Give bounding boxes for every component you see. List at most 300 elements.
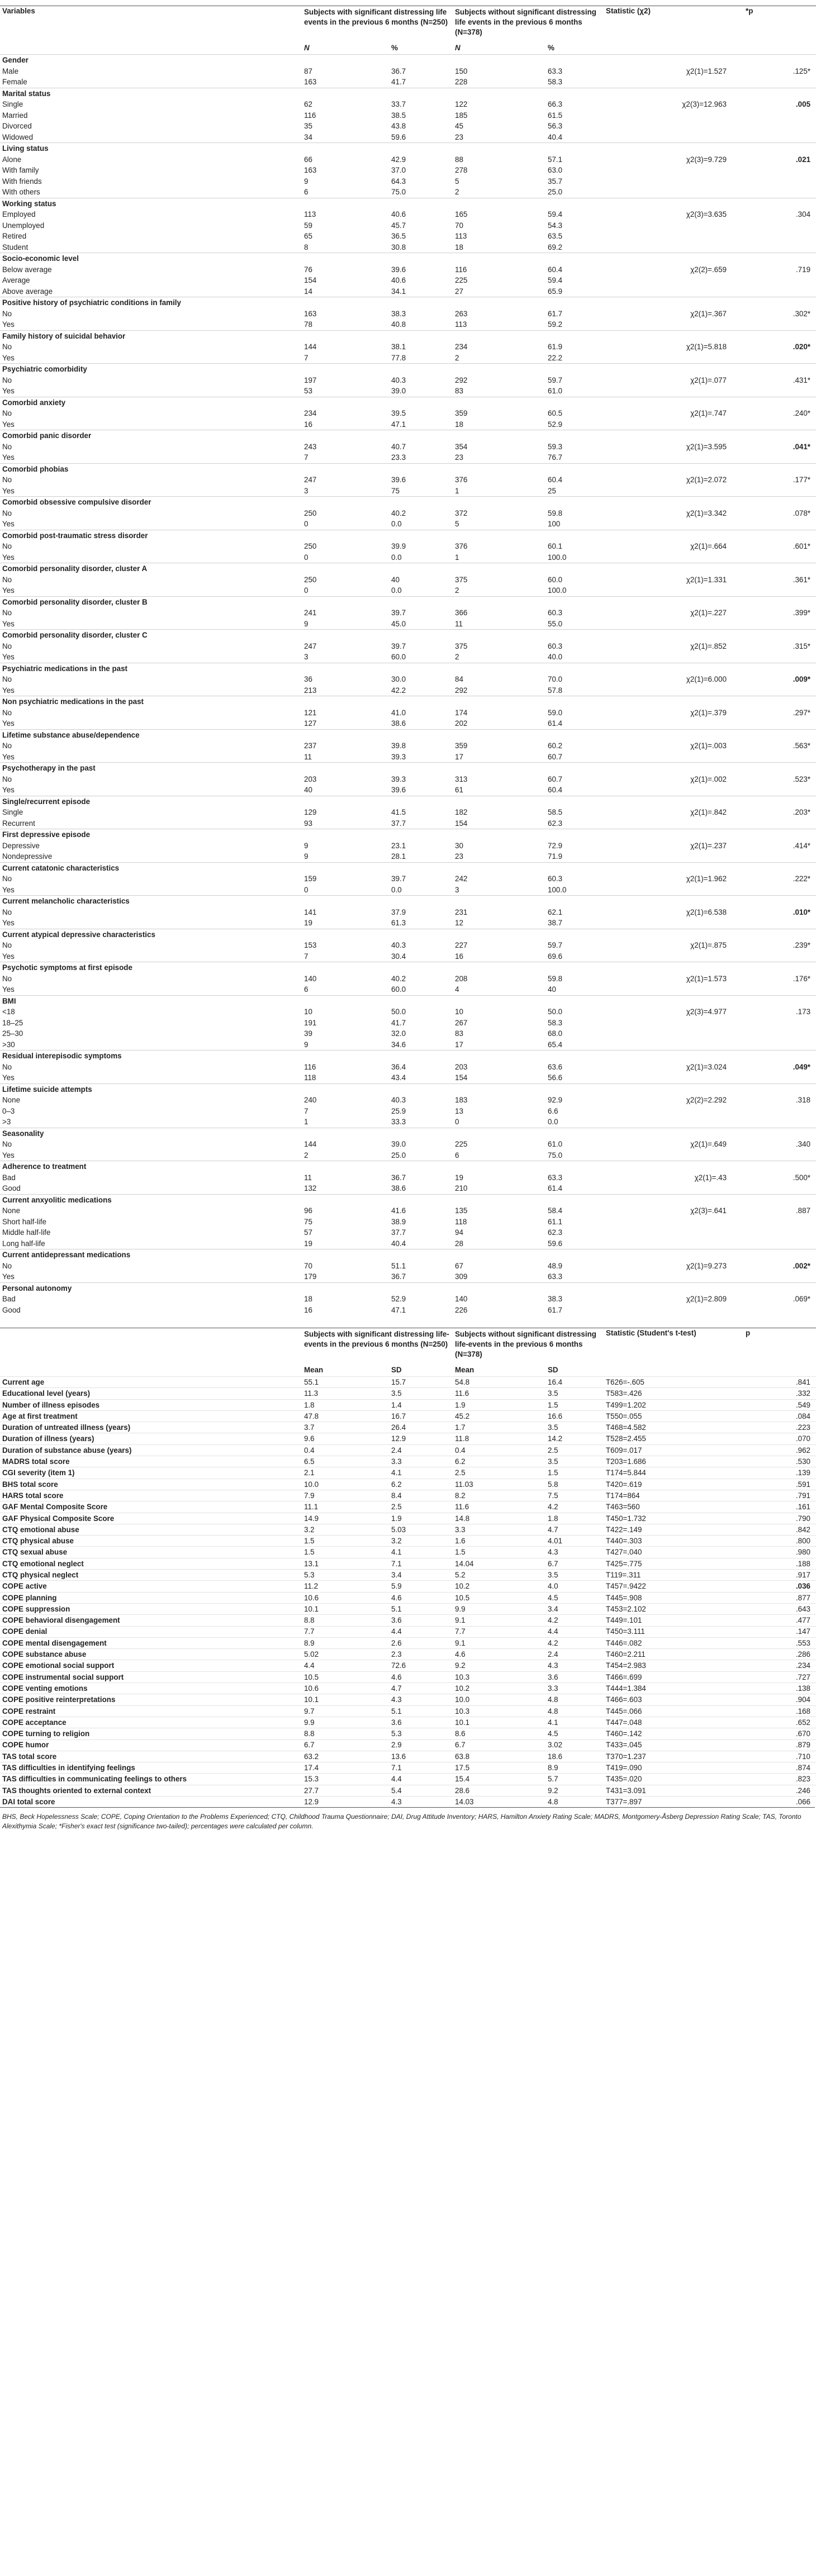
table-row	[0, 1570, 816, 1581]
pct-with: 33.7	[391, 100, 406, 109]
n-with: 16	[304, 420, 312, 429]
table-row	[0, 408, 816, 419]
table-row	[0, 1479, 816, 1490]
group-header-row	[0, 1083, 816, 1095]
row-label: No	[2, 1062, 12, 1071]
p-value	[743, 132, 816, 143]
header-variables: Variables	[2, 7, 35, 15]
pct-without: 59.0	[548, 708, 563, 717]
p-value: .188	[743, 1558, 816, 1569]
n-with: 144	[304, 1140, 317, 1149]
row-label: Yes	[2, 786, 15, 795]
sd-without: 4.3	[525, 1660, 604, 1671]
table-row	[0, 77, 816, 88]
row-label: COPE positive reinterpretations	[0, 1694, 302, 1705]
t-statistic: T583=.426	[604, 1388, 743, 1399]
pct-without: 38.3	[548, 1295, 563, 1304]
table-row	[0, 1603, 816, 1614]
pct-without: 57.1	[548, 155, 563, 164]
pct-with: 39.9	[391, 542, 406, 551]
pct-with: 41.7	[391, 1018, 406, 1027]
sd-with: 2.3	[369, 1649, 453, 1660]
pct-with: 39.7	[391, 874, 406, 883]
n-without: 113	[455, 320, 467, 329]
mean-with: 3.7	[302, 1422, 369, 1433]
group-label: Comorbid obsessive compulsive disorder	[0, 497, 816, 508]
p-value: .009*	[793, 675, 811, 684]
t-statistic: T446=.082	[604, 1637, 743, 1648]
p-value: .670	[743, 1728, 816, 1739]
chi-square-statistic: χ2(1)=.002	[690, 774, 727, 783]
t-statistic: T444=1.384	[604, 1683, 743, 1694]
table-row	[0, 951, 816, 962]
chi-square-statistic	[604, 242, 743, 253]
group-header-row	[0, 596, 816, 607]
p-value	[743, 1072, 816, 1083]
row-label: CTQ emotional abuse	[0, 1524, 302, 1535]
n-with: 234	[304, 409, 317, 418]
mean-with: 15.3	[302, 1774, 369, 1785]
chi-square-statistic: χ2(1)=.43	[694, 1173, 727, 1182]
pct-with: 45.7	[391, 221, 406, 230]
row-label: COPE turning to religion	[0, 1728, 302, 1739]
n-without: 1	[455, 486, 459, 495]
n-with: 9	[304, 852, 309, 861]
chi-square-statistic: χ2(1)=.664	[690, 542, 727, 551]
t-statistic: T450=1.732	[604, 1513, 743, 1524]
header-without-group: Subjects without significant distressing life events in the previous 6 months (N=378)	[455, 8, 596, 37]
row-label: With friends	[2, 177, 42, 186]
pct-without: 58.3	[548, 78, 563, 87]
table-row	[0, 1183, 816, 1194]
table-row	[0, 1062, 816, 1073]
pct-with: 36.7	[391, 1272, 406, 1281]
pct-without: 50.0	[548, 1007, 563, 1016]
table-row	[0, 1501, 816, 1513]
table-row	[0, 286, 816, 297]
n-with: 11	[304, 752, 312, 761]
row-label: Duration of substance abuse (years)	[0, 1444, 302, 1456]
p-value: .168	[743, 1705, 816, 1717]
table-row	[0, 1558, 816, 1569]
sd-without: 4.2	[525, 1501, 604, 1513]
group-header-row	[0, 143, 816, 154]
row-label: No	[2, 609, 12, 617]
n-with: 16	[304, 1305, 312, 1314]
row-label: No	[2, 742, 12, 750]
pct-without: 59.8	[548, 974, 563, 983]
pct-without: 35.7	[548, 177, 563, 186]
n-with: 127	[304, 719, 317, 728]
pct-without: 59.7	[548, 376, 563, 384]
t-statistic: T447=.048	[604, 1717, 743, 1728]
group-header-row	[0, 696, 816, 707]
table-row	[0, 508, 816, 519]
n-without: 10	[455, 1007, 463, 1016]
pct-without: 69.2	[548, 243, 563, 251]
group-label: Non psychiatric medications in the past	[0, 696, 816, 707]
pct-with: 40.3	[391, 376, 406, 384]
n-without: 30	[455, 841, 463, 850]
p-value: .070	[743, 1433, 816, 1444]
n-with: 59	[304, 221, 312, 230]
n-without: 208	[455, 974, 468, 983]
p-value	[743, 1238, 816, 1249]
pct-with: 39.7	[391, 609, 406, 617]
row-label: Yes	[2, 752, 15, 761]
n-with: 70	[304, 1261, 312, 1270]
header-n2: N	[455, 44, 461, 53]
pct-with: 0.0	[391, 520, 402, 529]
n-with: 19	[304, 1239, 312, 1248]
t2-header-p: p	[746, 1329, 751, 1337]
pct-with: 38.6	[391, 719, 406, 728]
pct-with: 39.8	[391, 742, 406, 750]
mean-without: 10.2	[453, 1581, 525, 1592]
n-with: 159	[304, 874, 317, 883]
chi-square-statistic	[604, 718, 743, 729]
sd-with: 3.6	[369, 1717, 453, 1728]
t-statistic: T468=4.582	[604, 1422, 743, 1433]
row-label: Yes	[2, 686, 15, 695]
mean-without: 10.3	[453, 1705, 525, 1717]
n-without: 23	[455, 132, 463, 141]
pct-without: 40	[548, 985, 556, 994]
group-header-row	[0, 763, 816, 774]
mean-with: 10.6	[302, 1683, 369, 1694]
pct-with: 40.6	[391, 210, 406, 219]
p-value	[743, 918, 816, 929]
p-value	[743, 1028, 816, 1039]
pct-without: 59.7	[548, 941, 563, 950]
chi-square-statistic	[604, 585, 743, 596]
chi-square-statistic: χ2(1)=.649	[690, 1140, 727, 1149]
table-row	[0, 840, 816, 852]
pct-without: 60.3	[548, 874, 563, 883]
group-label: Lifetime suicide attempts	[0, 1083, 816, 1095]
pct-without: 70.0	[548, 675, 563, 684]
p-value	[743, 77, 816, 88]
pct-without: 60.7	[548, 774, 563, 783]
p-value: .823	[743, 1774, 816, 1785]
row-label: Yes	[2, 320, 15, 329]
table-row	[0, 220, 816, 231]
p-value	[743, 353, 816, 364]
pct-with: 34.1	[391, 287, 406, 296]
n-with: 163	[304, 309, 317, 318]
sd-without: 4.5	[525, 1728, 604, 1739]
row-label: Employed	[2, 210, 36, 219]
group-header-row	[0, 497, 816, 508]
n-without: 278	[455, 166, 468, 175]
pct-with: 40.7	[391, 442, 406, 451]
pct-with: 23.3	[391, 453, 406, 462]
row-label: Yes	[2, 919, 15, 928]
mean-without: 28.6	[453, 1785, 525, 1796]
p-value	[743, 275, 816, 286]
pct-without: 58.3	[548, 1018, 563, 1027]
n-without: 359	[455, 409, 468, 418]
t-statistic: T377=.897	[604, 1796, 743, 1807]
row-label: No	[2, 1261, 12, 1270]
table-row	[0, 1388, 816, 1399]
mean-with: 5.3	[302, 1570, 369, 1581]
group-label: Comorbid phobias	[0, 463, 816, 474]
pct-without: 59.6	[548, 1239, 563, 1248]
pct-without: 59.4	[548, 210, 563, 219]
pct-with: 36.5	[391, 232, 406, 241]
row-label: CGI severity (item 1)	[0, 1467, 302, 1479]
p-value: .049*	[793, 1062, 811, 1071]
p-value: .147	[743, 1626, 816, 1637]
row-label: CTQ sexual abuse	[0, 1547, 302, 1558]
row-label: Unemployed	[2, 221, 45, 230]
pct-without: 25	[548, 486, 556, 495]
n-with: 53	[304, 387, 312, 396]
group-label: Seasonality	[0, 1128, 816, 1139]
row-label: Yes	[2, 420, 15, 429]
mean-without: 9.1	[453, 1637, 525, 1648]
group-label: Psychiatric comorbidity	[0, 364, 816, 375]
p-value	[743, 386, 816, 397]
n-without: 376	[455, 476, 468, 484]
n-without: 17	[455, 1040, 463, 1049]
n-with: 121	[304, 708, 317, 717]
pct-without: 60.3	[548, 641, 563, 650]
p-value: .791	[743, 1490, 816, 1501]
group-header-row	[0, 663, 816, 674]
mean-with: 6.5	[302, 1456, 369, 1467]
pct-with: 41.5	[391, 808, 406, 817]
n-without: 292	[455, 686, 468, 695]
categorical-table	[0, 6, 816, 1315]
pct-with: 40.4	[391, 1239, 406, 1248]
table-row	[0, 973, 816, 985]
chi-square-statistic	[604, 77, 743, 88]
n-without: 1	[455, 553, 459, 562]
p-value: .523*	[793, 774, 811, 783]
n-without: 83	[455, 1029, 463, 1038]
table-row	[0, 818, 816, 829]
sd-without: 4.1	[525, 1717, 604, 1728]
t-statistic: T466=.603	[604, 1694, 743, 1705]
p-value: .874	[743, 1762, 816, 1774]
table-row	[0, 674, 816, 685]
chi-square-statistic	[604, 818, 743, 829]
table-row	[0, 1762, 816, 1774]
group-header-row	[0, 630, 816, 641]
table-row	[0, 1490, 816, 1501]
t2-header-mean1: Mean	[304, 1366, 324, 1375]
table-row	[0, 918, 816, 929]
pct-with: 43.8	[391, 122, 406, 131]
row-label: Yes	[2, 619, 15, 628]
pct-without: 6.6	[548, 1106, 558, 1115]
p-value: .962	[743, 1444, 816, 1456]
group-header-row	[0, 1161, 816, 1172]
group-label: Psychotherapy in the past	[0, 763, 816, 774]
chi-square-statistic	[604, 851, 743, 862]
table-row	[0, 607, 816, 619]
p-value: .414*	[793, 841, 811, 850]
table-row	[0, 165, 816, 176]
n-with: 129	[304, 808, 317, 817]
row-label: Depressive	[2, 841, 40, 850]
continuous-table	[0, 1328, 816, 1807]
group-header-row	[0, 397, 816, 408]
p-value: .842	[743, 1524, 816, 1535]
pct-with: 37.9	[391, 907, 406, 916]
p-value	[743, 1305, 816, 1316]
p-value: .332	[743, 1388, 816, 1399]
footnote: BHS, Beck Hopelessness Scale; COPE, Coping Orientation to the Problems Experienced; CTQ, Childhood Trauma Questionnaire; DAI, Drug Attitude Inventory; HARS, Hamilton Anxiety Rating Scale; MADRS, Montgomery-Åsberg Depression Rating Scale; TAS, Toronto Alexithymia Scale; *Fisher's exact test (significance two-tailed); percentages were calculated per column.	[0, 1807, 815, 1831]
row-label: Bad	[2, 1295, 16, 1304]
chi-square-statistic: χ2(3)=12.963	[682, 100, 727, 109]
row-label: None	[2, 1096, 21, 1105]
chi-square-statistic: χ2(1)=2.809	[686, 1295, 727, 1304]
mean-with: 8.8	[302, 1615, 369, 1626]
n-with: 40	[304, 786, 312, 795]
row-label: Yes	[2, 353, 15, 362]
sd-with: 2.5	[369, 1501, 453, 1513]
mean-with: 3.2	[302, 1524, 369, 1535]
chi-square-statistic	[604, 1271, 743, 1282]
chi-square-statistic	[604, 1028, 743, 1039]
mean-with: 4.4	[302, 1660, 369, 1671]
group-header-row	[0, 253, 816, 264]
sd-with: 4.1	[369, 1467, 453, 1479]
pct-without: 65.4	[548, 1040, 563, 1049]
n-with: 36	[304, 675, 312, 684]
n-without: 2	[455, 586, 459, 595]
pct-without: 60.3	[548, 609, 563, 617]
group-label: Current anxyolitic medications	[0, 1194, 816, 1205]
sd-without: 3.5	[525, 1388, 604, 1399]
chi-square-statistic: χ2(3)=4.977	[686, 1007, 727, 1016]
t-statistic: T119=.311	[604, 1570, 743, 1581]
chi-square-statistic	[604, 519, 743, 530]
mean-with: 10.1	[302, 1694, 369, 1705]
row-label: Yes	[2, 553, 15, 562]
pct-with: 34.6	[391, 1040, 406, 1049]
row-label: CTQ physical abuse	[0, 1536, 302, 1547]
t-statistic: T609=.017	[604, 1444, 743, 1456]
n-without: 225	[455, 1140, 468, 1149]
n-with: 3	[304, 486, 309, 495]
row-label: With family	[2, 166, 39, 175]
n-with: 62	[304, 100, 312, 109]
table-row	[0, 807, 816, 818]
pct-without: 60.4	[548, 786, 563, 795]
p-value: .500*	[793, 1173, 811, 1182]
t-statistic: T457=.9422	[604, 1581, 743, 1592]
p-value	[743, 984, 816, 995]
mean-with: 11.1	[302, 1501, 369, 1513]
table-row	[0, 740, 816, 752]
n-with: 0	[304, 520, 309, 529]
pct-with: 33.3	[391, 1118, 406, 1127]
row-label: Number of illness episodes	[0, 1399, 302, 1410]
n-without: 313	[455, 774, 468, 783]
pct-with: 40.3	[391, 1096, 406, 1105]
n-with: 9	[304, 841, 309, 850]
n-with: 96	[304, 1206, 312, 1215]
table-row	[0, 652, 816, 663]
p-value: .139	[743, 1467, 816, 1479]
p-value	[743, 1116, 816, 1128]
n-without: 84	[455, 675, 463, 684]
row-label: No	[2, 708, 12, 717]
n-with: 247	[304, 641, 317, 650]
n-without: 94	[455, 1228, 463, 1237]
pct-without: 22.2	[548, 353, 563, 362]
row-label: No	[2, 907, 12, 916]
pct-without: 100.0	[548, 553, 567, 562]
row-label: COPE restraint	[0, 1705, 302, 1717]
n-without: 210	[455, 1184, 468, 1193]
p-value: .041*	[793, 442, 811, 451]
p-value: .877	[743, 1592, 816, 1603]
p-value: .431*	[793, 376, 811, 384]
table-row	[0, 1513, 816, 1524]
pct-with: 77.8	[391, 353, 406, 362]
n-with: 76	[304, 265, 312, 274]
table-row	[0, 308, 816, 320]
pct-without: 61.4	[548, 719, 563, 728]
mean-without: 1.6	[453, 1536, 525, 1547]
pct-without: 59.8	[548, 508, 563, 517]
row-label: CTQ emotional neglect	[0, 1558, 302, 1569]
table-row	[0, 774, 816, 785]
pct-with: 40.2	[391, 974, 406, 983]
n-with: 11	[304, 1173, 312, 1182]
sd-without: 3.4	[525, 1603, 604, 1614]
p-value: .223	[743, 1422, 816, 1433]
pct-without: 100.0	[548, 885, 567, 894]
pct-without: 61.7	[548, 309, 563, 318]
table-row	[0, 99, 816, 110]
chi-square-statistic: χ2(1)=5.818	[686, 343, 727, 351]
pct-without: 62.3	[548, 1228, 563, 1237]
table-row	[0, 154, 816, 165]
p-value	[743, 319, 816, 330]
n-without: 225	[455, 276, 468, 285]
group-header-row	[0, 1128, 816, 1139]
chi-square-statistic	[604, 121, 743, 132]
row-label: Bad	[2, 1173, 16, 1182]
n-without: 292	[455, 376, 468, 384]
row-label: 0–3	[2, 1106, 15, 1115]
p-value: .841	[743, 1377, 816, 1388]
sd-without: 4.8	[525, 1705, 604, 1717]
n-without: 234	[455, 343, 468, 351]
sd-without: 1.8	[525, 1513, 604, 1524]
n-without: 2	[455, 188, 459, 197]
row-label: Yes	[2, 586, 15, 595]
pct-without: 63.3	[548, 1272, 563, 1281]
sd-with: 2.9	[369, 1739, 453, 1751]
mean-with: 2.1	[302, 1467, 369, 1479]
table-row	[0, 1039, 816, 1051]
pct-without: 63.0	[548, 166, 563, 175]
row-label: Single	[2, 100, 23, 109]
table-row	[0, 641, 816, 652]
group-header-row	[0, 330, 816, 341]
p-value: .286	[743, 1649, 816, 1660]
row-label: Age at first treatment	[0, 1410, 302, 1422]
n-without: 267	[455, 1018, 468, 1027]
n-without: 174	[455, 708, 468, 717]
